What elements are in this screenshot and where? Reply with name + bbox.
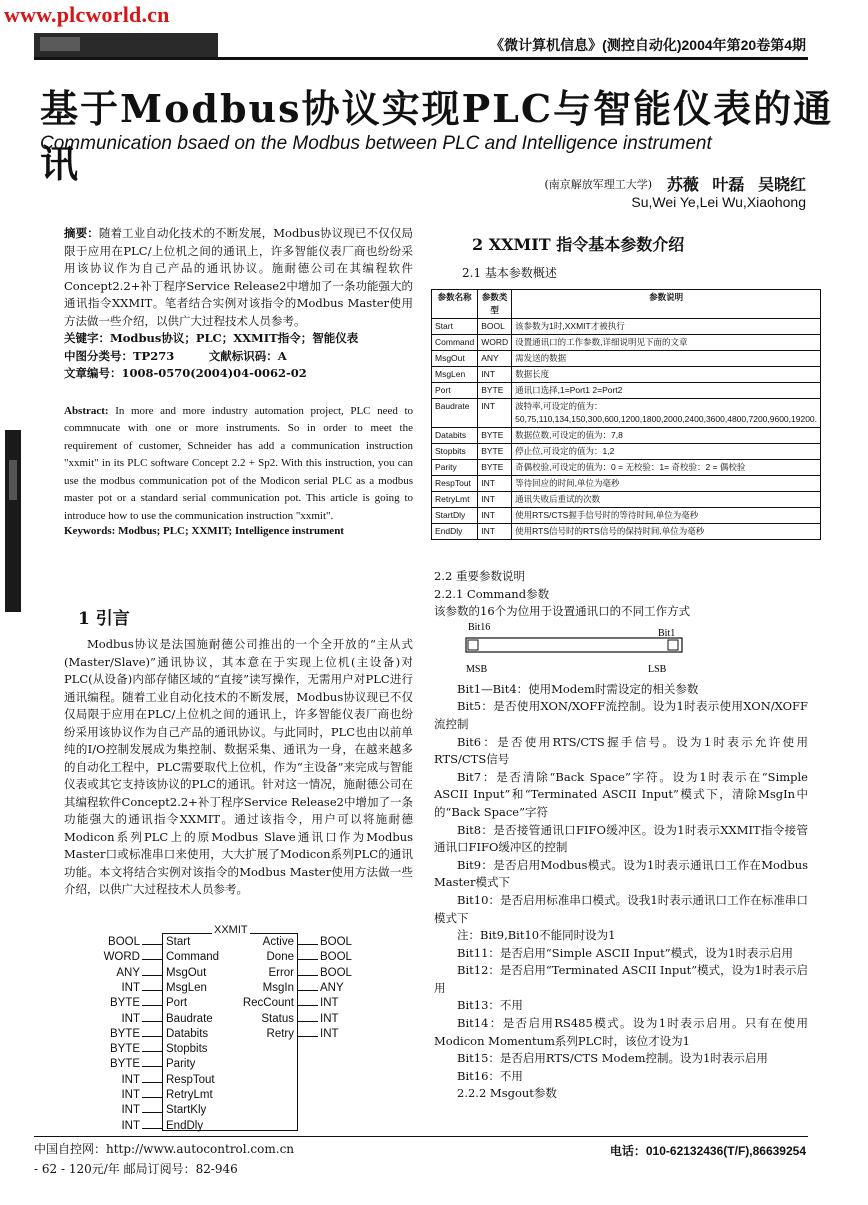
- xxmit-input-type: BYTE: [109, 1027, 140, 1040]
- abstract-zh-text: 随着工业自动化技术的不断发展，Modbus协议现已不仅仅局限于应用在PLC/上位机之间的通讯上，许多智能仪表厂商也纷纷采用该协议作为自己产品的通讯协议。施耐德公司在其编程软件Concept2.2+补丁程序Service Release2中增加了一条功能强大的通讯指令XXMIT。笔者结合实例对该指令的Modbus Master使用方法做一些介绍，以供广大过程技术人员参考。: [64, 226, 414, 328]
- param-desc-cell: 数据位数,可设定的值为：7,8: [512, 428, 821, 444]
- article-number: 文章编号：1008-0570(2004)04-0062-02: [64, 366, 307, 380]
- side-decoration-bar: [5, 430, 21, 612]
- param-name-cell: Command: [432, 335, 478, 351]
- parameter-table: [431, 289, 821, 540]
- xxmit-input-name: Stopbits: [166, 1043, 208, 1056]
- xxmit-output-wire: [298, 944, 318, 945]
- abstract-zh-label: 摘要：: [64, 226, 99, 240]
- param-name-cell: Stopbits: [432, 444, 478, 460]
- bit-description: Bit5：是否使用XON/XOFF流控制。设为1时表示使用XON/XOFF流控制: [434, 699, 808, 731]
- xxmit-input-name: MsgLen: [166, 981, 207, 994]
- param-desc-cell: 该参数为1时,XXMIT才被执行: [512, 319, 821, 335]
- param-desc-cell: 通讯失败后重试的次数: [512, 492, 821, 508]
- section-1-title: 1 引言: [78, 609, 130, 629]
- authors-english: Su,Wei Ye,Lei Wu,Xiaohong: [631, 194, 806, 210]
- bit-description: Bit6：是否使用RTS/CTS握手信号。设为1时表示允许使用RTS/CTS信号: [434, 734, 808, 767]
- table-row: [432, 428, 821, 444]
- clc-number: 中图分类号：TP273 文献标识码：A: [64, 348, 287, 363]
- bit16-cell: [468, 640, 478, 650]
- xxmit-output-type: BOOL: [320, 966, 352, 979]
- xxmit-input-name: Baudrate: [166, 1012, 213, 1025]
- xxmit-input-name: Start: [166, 936, 191, 948]
- param-name-cell: EndDly: [432, 524, 478, 540]
- affiliation-line: [544, 172, 806, 195]
- table-row: [432, 367, 821, 383]
- param-desc-cell: 需发送的数据: [512, 351, 821, 367]
- subsection-2-2: 2.2 重要参数说明: [434, 569, 525, 583]
- left-column-abstract: [64, 225, 413, 537]
- xxmit-input-name: MsgOut: [166, 966, 207, 979]
- param-name-cell: Baudrate: [432, 399, 478, 428]
- param-name-cell: Start: [432, 319, 478, 335]
- abstract-en: [64, 403, 413, 526]
- xxmit-output-name: Retry: [266, 1027, 294, 1040]
- xxmit-input-wire: [142, 990, 162, 991]
- xxmit-input-name: Command: [166, 951, 220, 964]
- bit-description: Bit1—Bit4：使用Modem时需设定的相关参数: [457, 681, 699, 696]
- xxmit-output-type: ANY: [320, 981, 344, 994]
- xxmit-input-wire: [142, 975, 162, 976]
- abstract-en-label: Abstract:: [64, 404, 109, 417]
- bits-register-box: [466, 638, 682, 652]
- xxmit-input-type: BYTE: [109, 997, 140, 1010]
- subsection-2-2-2: 2.2.2 Msgout参数: [457, 1086, 557, 1101]
- table-header-cell: 参数名称: [432, 290, 478, 319]
- keywords-en: Keywords: Modbus; PLC; XXMIT; Intelligence instrument: [64, 525, 344, 537]
- lsb-label: LSB: [648, 664, 667, 675]
- title-chinese: 基于Modbus协议实现PLC与智能仪表的通讯: [40, 86, 834, 186]
- bit1-cell: [668, 640, 678, 650]
- table-header-cell: 参数说明: [512, 290, 821, 319]
- xxmit-input-wire: [142, 1066, 162, 1067]
- xxmit-input-wire: [142, 1051, 162, 1052]
- xxmit-output-name: RecCount: [242, 997, 294, 1010]
- bit-description: Bit14：是否启用RS485模式。设为1时表示启用。只有在使用Modicon Momentum系列PLC时，该位才设为1: [434, 1016, 808, 1048]
- xxmit-output-name: Status: [261, 1012, 294, 1025]
- param-type-cell: WORD: [478, 335, 512, 351]
- keywords-zh: 关键字：Modbus协议；PLC；XXMIT指令；智能仪表: [64, 331, 359, 345]
- bit-description: Bit9：是否启用Modbus模式。设为1时表示通讯口工作在Modbus Master模式下: [434, 857, 808, 890]
- param-desc-cell: 使用RTS/CTS握手信号时的等待时间,单位为毫秒: [512, 508, 821, 524]
- bit-description: Bit11：是否启用“Simple ASCII Input”模式，设为1时表示启用: [457, 945, 793, 960]
- param-name-cell: MsgOut: [432, 351, 478, 367]
- param-name-cell: Databits: [432, 428, 478, 444]
- xxmit-output-name: Done: [266, 951, 294, 964]
- header-rule: [34, 57, 808, 60]
- xxmit-input-type: INT: [121, 1073, 140, 1086]
- journal-citation: 《微计算机信息》(测控自动化)2004年第20卷第4期: [490, 37, 806, 53]
- bit-description: 注：Bit9,Bit10不能同时设为1: [457, 928, 616, 943]
- xxmit-input-type: INT: [121, 1119, 140, 1132]
- bit1-label: Bit1: [658, 628, 676, 639]
- xxmit-output-name: MsgIn: [262, 981, 294, 994]
- xxmit-output-wire: [298, 990, 318, 991]
- param-desc-cell: 奇偶校验,可设定的值为：0 = 无校验：1= 奇校验：2 = 偶校验: [512, 460, 821, 476]
- xxmit-input-name: Port: [166, 997, 188, 1010]
- param-type-cell: INT: [478, 476, 512, 492]
- xxmit-output-name: Active: [262, 936, 294, 948]
- xxmit-input-wire: [142, 944, 162, 945]
- msb-label: MSB: [466, 664, 488, 675]
- table-row: [432, 444, 821, 460]
- xxmit-input-name: RetryLmt: [166, 1089, 213, 1101]
- bit-description: Bit15：是否启用RTS/CTS Modem控制。设为1时表示启用: [457, 1051, 768, 1066]
- bit-description: Bit8：是否接管通讯口FIFO缓冲区。设为1时表示XXMIT指令接管通讯口FIFO缓冲区的控制: [434, 822, 808, 855]
- param-type-cell: BYTE: [478, 460, 512, 476]
- table-row: [432, 508, 821, 524]
- table-row: [432, 476, 821, 492]
- param-name-cell: StartDly: [432, 508, 478, 524]
- xxmit-output-wire: [298, 1021, 318, 1022]
- xxmit-output-wire: [298, 959, 318, 960]
- param-desc-cell: 波特率,可设定的值为：50,75,110,134,150,300,600,1200,1800,2000,2400,3600,4800,7200,9600,19200.: [512, 399, 821, 428]
- xxmit-input-name: RespTout: [166, 1073, 215, 1086]
- xxmit-input-type: BOOL: [108, 936, 140, 948]
- xxmit-output-wire: [298, 1005, 318, 1006]
- table-header-row: [432, 290, 821, 319]
- table-row: [432, 335, 821, 351]
- param-type-cell: INT: [478, 524, 512, 540]
- site-url[interactable]: www.plcworld.cn: [4, 2, 170, 27]
- table-row: [432, 524, 821, 540]
- param-name-cell: RetryLmt: [432, 492, 478, 508]
- xxmit-output-wire: [298, 975, 318, 976]
- param-desc-cell: 通讯口选择,1=Port1 2=Port2: [512, 383, 821, 399]
- param-desc-cell: 设置通讯口的工作参数,详细说明见下面的文章: [512, 335, 821, 351]
- subsection-2-1: 2.1 基本参数概述: [462, 266, 557, 280]
- xxmit-input-wire: [142, 1097, 162, 1098]
- bit16-label: Bit16: [468, 622, 491, 633]
- section-2-title: 2 XXMIT 指令基本参数介绍: [472, 235, 685, 254]
- xxmit-input-type: INT: [121, 1012, 140, 1025]
- param-name-cell: Port: [432, 383, 478, 399]
- command-bits-diagram: [462, 620, 692, 676]
- footer-website[interactable]: 中国自控网：http://www.autocontrol.com.cn: [34, 1142, 295, 1156]
- param-type-cell: ANY: [478, 351, 512, 367]
- xxmit-input-type: INT: [121, 1104, 140, 1117]
- bit-description: Bit10：是否启用标准串口模式。设我1时表示通讯口工作在标准串口模式下: [434, 892, 808, 925]
- xxmit-input-wire: [142, 1005, 162, 1006]
- bit-description: Bit7：是否清除“Back Space”字符。设为1时表示在“Simple ASCII Input”和“Terminated ASCII Input”模式下，清除MsgIn中的“Back Space”字符: [434, 769, 808, 819]
- footer-rule: [34, 1136, 808, 1137]
- xxmit-input-wire: [142, 959, 162, 960]
- xxmit-output-type: INT: [320, 1012, 339, 1025]
- xxmit-output-type: BOOL: [320, 936, 352, 948]
- param-type-cell: BOOL: [478, 319, 512, 335]
- xxmit-block-title: XXMIT: [214, 924, 248, 936]
- xxmit-output-wire: [298, 1036, 318, 1037]
- xxmit-input-wire: [142, 1036, 162, 1037]
- header-decoration-bar: [34, 33, 218, 57]
- authors-chinese: 苏薇 叶磊 吴晓红: [666, 175, 806, 194]
- xxmit-output-name: Error: [268, 966, 294, 979]
- xxmit-input-name: EndDly: [166, 1119, 204, 1132]
- footer-phone: 电话：010-62132436(T/F),86639254: [609, 1144, 806, 1158]
- xxmit-output-type: BOOL: [320, 951, 352, 964]
- xxmit-input-name: Databits: [166, 1027, 209, 1040]
- table-row: [432, 399, 821, 428]
- xxmit-input-wire: [142, 1128, 162, 1129]
- xxmit-input-type: WORD: [103, 951, 140, 964]
- xxmit-input-name: Parity: [166, 1058, 196, 1071]
- footer-page-info: - 62 - 120元/年 邮局订阅号：82-946: [34, 1162, 238, 1176]
- intro-paragraph: Modbus协议是法国施耐德公司推出的一个全开放的“主从式(Master/Slave)”通讯协议，其本意在于实现上位机(主设备)对PLC(从设备)内部存储区域的“直接”读写操作，无需用户对PLC进行通讯编程。随着工业自动化技术的不断发展，Modbus协议现已不仅仅局限于应用在PLC/上位机之间的通讯上，许多智能仪表厂商也纷纷采用该协议作为自己产品的通讯协议。与此同时，PLC也由以前单纯的I/O控制发展成为集控制、数据采集、通讯为一身，在越来越多的自动化工程中，PLC需要取代上位机，作为“主设备”来完成与智能仪表或其它支持该协议的PLC的通讯。针对这一情况，施耐德公司在其编程软件Concept2.2+补丁程序Service Release2中增加了一条功能强大的通讯指令XXMIT。通过该指令，用户可以将施耐德Modicon系列PLC上的原Modbus Slave通讯口作为Modbus Master口或标准串口来使用，大大扩展了Modicon系列PLC的通讯功能。本文将结合实例对该指令的Modbus Master使用方法做一些介绍，以供广大过程技术人员参考。: [64, 637, 413, 896]
- xxmit-input-type: INT: [121, 1089, 140, 1101]
- table-row: [432, 492, 821, 508]
- xxmit-input-wire: [142, 1021, 162, 1022]
- param-type-cell: BYTE: [478, 444, 512, 460]
- xxmit-input-type: ANY: [116, 966, 140, 979]
- param-type-cell: INT: [478, 367, 512, 383]
- table-row: [432, 351, 821, 367]
- param-type-cell: BYTE: [478, 383, 512, 399]
- abstract-en-text: In more and more industry automation project, PLC need to commnucate with one or more instruments. So in order to meet the requirement of customer, Schneider has add a communication instruction "xxmit" in its PLC software Concept 2.2 + Sp2. With this instruction, you can use the modbus communication pot of the Modicon serial PLC as a modbus master pot or a standard serial communication pot. This article is going to introduce how to use the communication instruction "xxmit".: [64, 404, 413, 522]
- table-row: [432, 383, 821, 399]
- param-type-cell: BYTE: [478, 428, 512, 444]
- param-name-cell: RespTout: [432, 476, 478, 492]
- xxmit-input-type: BYTE: [109, 1058, 140, 1071]
- param-name-cell: MsgLen: [432, 367, 478, 383]
- bit-description: Bit13：不用: [457, 998, 523, 1013]
- institution: (南京解放军理工大学): [544, 178, 653, 191]
- table-row: [432, 460, 821, 476]
- xxmit-input-name: StartKly: [166, 1104, 207, 1117]
- param-desc-cell: 等待回应的时间,单位为毫秒: [512, 476, 821, 492]
- param-desc-cell: 停止位,可设定的值为：1,2: [512, 444, 821, 460]
- abstract-zh: [64, 225, 413, 330]
- table-row: [432, 319, 821, 335]
- command-intro: 该参数的16个为位用于设置通讯口的不同工作方式: [434, 604, 691, 619]
- subsection-2-2-1: 2.2.1 Command参数: [434, 586, 550, 601]
- bit-description: Bit12：是否启用“Terminated ASCII Input”模式，设为1时表示启用: [434, 963, 808, 995]
- param-type-cell: INT: [478, 492, 512, 508]
- param-name-cell: Parity: [432, 460, 478, 476]
- param-type-cell: INT: [478, 508, 512, 524]
- param-desc-cell: 数据长度: [512, 367, 821, 383]
- table-header-cell: 参数类型: [478, 290, 512, 319]
- xxmit-input-type: BYTE: [109, 1043, 140, 1056]
- param-type-cell: INT: [478, 399, 512, 428]
- xxmit-output-type: INT: [320, 997, 339, 1010]
- title-english: Communication bsaed on the Modbus between PLC and Intelligence instrument: [40, 133, 712, 154]
- xxmit-input-wire: [142, 1082, 162, 1083]
- param-desc-cell: 使用RTS信号时的RTS信号的保持时间,单位为毫秒: [512, 524, 821, 540]
- bits-list: [434, 681, 808, 1086]
- xxmit-input-type: INT: [121, 981, 140, 994]
- table-body: [432, 319, 821, 540]
- xxmit-input-wire: [142, 1112, 162, 1113]
- xxmit-output-type: INT: [320, 1027, 339, 1040]
- bit-description: Bit16：不用: [457, 1068, 523, 1083]
